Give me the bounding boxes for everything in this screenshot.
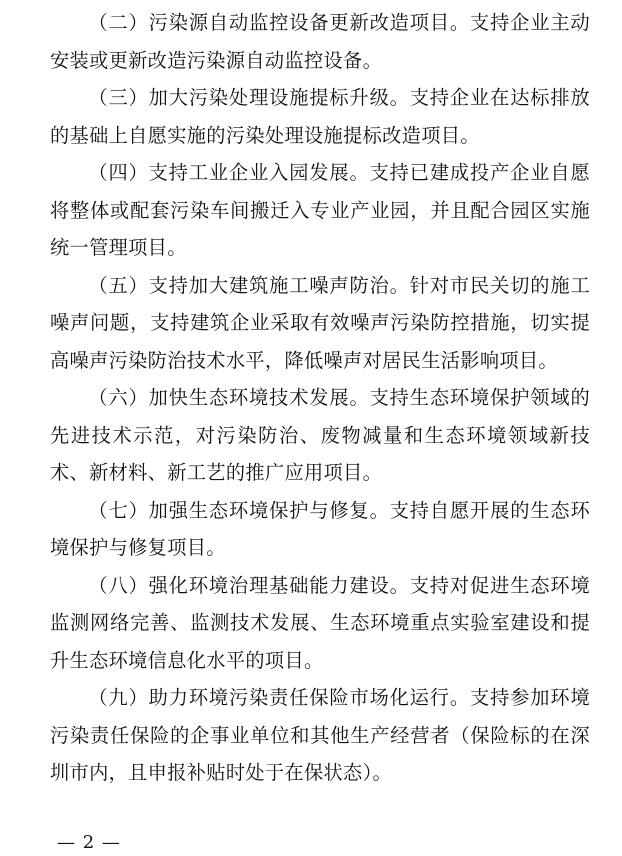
- paragraph-text: 支持企业主动安装或更新改造污染源自动监控设备。: [50, 11, 590, 72]
- paragraph-9: [50, 679, 590, 792]
- paragraph-5: [50, 267, 590, 380]
- paragraph-text: 支持已建成投产企业自愿将整体或配套污染车间搬迁入专业产业园，并且配合园区实施统一管理项目。: [50, 161, 590, 259]
- paragraph-text: 支持对促进生态环境监测网络完善、监测技术发展、生态环境重点实验室建设和提升生态环境信息化水平的项目。: [50, 573, 590, 672]
- paragraph-heading: （八）强化环境治理基础能力建设。: [88, 573, 410, 597]
- paragraph-heading: （六）加快生态环境技术发展。: [88, 386, 370, 409]
- paragraph-text: 支持自愿开展的生态环境保护与修复项目。: [50, 498, 591, 559]
- paragraph-heading: （九）助力环境污染责任保险市场化运行。: [88, 686, 471, 709]
- paragraph-2: [50, 4, 590, 79]
- paragraph-text: 支持参加环境污染责任保险的企事业单位和其他生产经营者（保险标的在深圳市内，且申报补贴时处于在保状态）。: [50, 686, 590, 784]
- paragraph-text: 支持企业在达标排放的基础上自愿实施的污染处理设施提标改造项目。: [50, 86, 590, 147]
- paragraph-heading: （七）加强生态环境保护与修复。: [88, 498, 390, 522]
- page-number: — 2 —: [57, 832, 121, 853]
- document-body: [50, 4, 590, 792]
- paragraph-text: 支持生态环境保护领域的先进技术示范，对污染防治、废物减量和生态环境领域新技术、新材料、新工艺的推广应用项目。: [50, 386, 590, 484]
- paragraph-7: [50, 492, 590, 567]
- paragraph-heading: （五）支持加大建筑施工噪声防治。: [88, 273, 410, 297]
- paragraph-heading: （三）加大污染处理设施提标升级。: [88, 86, 410, 109]
- paragraph-heading: （二）污染源自动监控设备更新改造项目。: [88, 11, 471, 34]
- paragraph-text: 针对市民关切的施工噪声问题，支持建筑企业采取有效噪声污染防控措施，切实提高噪声污染防治技术水平，降低噪声对居民生活影响项目。: [50, 273, 590, 372]
- paragraph-6: [50, 379, 590, 492]
- paragraph-4: [50, 154, 590, 267]
- paragraph-3: [50, 79, 590, 154]
- paragraph-8: [50, 567, 590, 680]
- paragraph-heading: （四）支持工业企业入园发展。: [88, 161, 370, 184]
